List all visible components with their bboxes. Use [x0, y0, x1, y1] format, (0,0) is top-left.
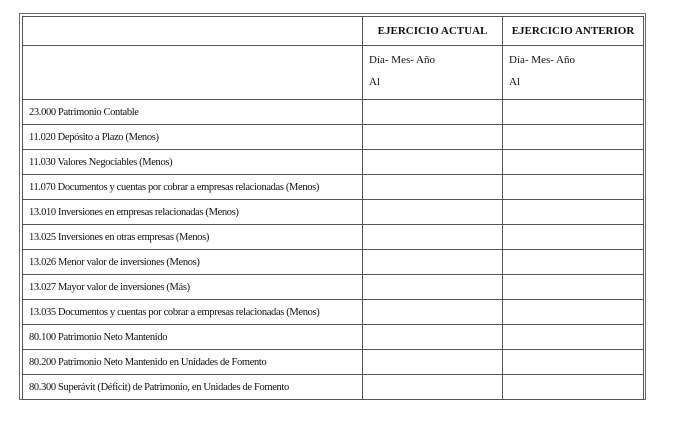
current-year-value: [363, 100, 503, 125]
previous-year-value: [503, 225, 644, 250]
header-blank-cell: [23, 17, 363, 46]
current-date-al: Al: [369, 76, 380, 88]
current-year-value: [363, 150, 503, 175]
current-year-value: [363, 325, 503, 350]
current-year-value: [363, 375, 503, 400]
table-row: [23, 100, 644, 125]
previous-year-value: [503, 175, 644, 200]
account-label: 13.026 Menor valor de inversiones (Menos): [23, 250, 363, 275]
account-label: 13.010 Inversiones en empresas relacionadas (Menos): [23, 200, 363, 225]
current-year-header: EJERCICIO ACTUAL: [363, 17, 503, 46]
previous-year-value: [503, 350, 644, 375]
account-label: 80.200 Patrimonio Neto Mantenido en Unidades de Fomento: [23, 350, 363, 375]
table-row: [23, 250, 644, 275]
account-label: 80.100 Patrimonio Neto Mantenido: [23, 325, 363, 350]
table-row: [23, 350, 644, 375]
previous-year-value: [503, 200, 644, 225]
previous-year-value: [503, 375, 644, 400]
current-year-value: [363, 125, 503, 150]
current-year-value: [363, 275, 503, 300]
current-year-value: [363, 225, 503, 250]
previous-year-value: [503, 275, 644, 300]
item-rows: [23, 100, 644, 400]
table-row: [23, 150, 644, 175]
table-row: [23, 125, 644, 150]
header-row: [23, 17, 644, 46]
previous-date-al: Al: [509, 76, 520, 88]
account-label: 11.020 Depósito a Plazo (Menos): [23, 125, 363, 150]
current-year-value: [363, 200, 503, 225]
account-label: 11.030 Valores Negociables (Menos): [23, 150, 363, 175]
account-label: 13.035 Documentos y cuentas por cobrar a empresas relacionadas (Menos): [23, 300, 363, 325]
previous-year-value: [503, 100, 644, 125]
account-label: 23.000 Patrimonio Contable: [23, 100, 363, 125]
previous-year-value: [503, 250, 644, 275]
table-row: [23, 375, 644, 400]
current-year-value: [363, 300, 503, 325]
previous-year-value: [503, 125, 644, 150]
current-date-format: Día- Mes- Año: [369, 54, 435, 66]
previous-date-format: Día- Mes- Año: [509, 54, 575, 66]
current-date-cell: [363, 46, 503, 100]
table-row: [23, 200, 644, 225]
current-year-value: [363, 250, 503, 275]
table-row: [23, 175, 644, 200]
table-row: [23, 225, 644, 250]
previous-year-value: [503, 300, 644, 325]
date-blank-cell: [23, 46, 363, 100]
account-label: 11.070 Documentos y cuentas por cobrar a empresas relacionadas (Menos): [23, 175, 363, 200]
current-year-value: [363, 175, 503, 200]
account-label: 80.300 Superávit (Déficit) de Patrimonio, en Unidades de Fomento: [23, 375, 363, 400]
table-row: [23, 275, 644, 300]
table-row: [23, 300, 644, 325]
previous-year-value: [503, 150, 644, 175]
account-label: 13.027 Mayor valor de inversiones (Más): [23, 275, 363, 300]
date-row: [23, 46, 644, 100]
table-row: [23, 325, 644, 350]
previous-date-cell: [503, 46, 644, 100]
previous-year-header: EJERCICIO ANTERIOR: [503, 17, 644, 46]
previous-year-value: [503, 325, 644, 350]
equity-table: [22, 16, 644, 400]
current-year-value: [363, 350, 503, 375]
account-label: 13.025 Inversiones en otras empresas (Menos): [23, 225, 363, 250]
